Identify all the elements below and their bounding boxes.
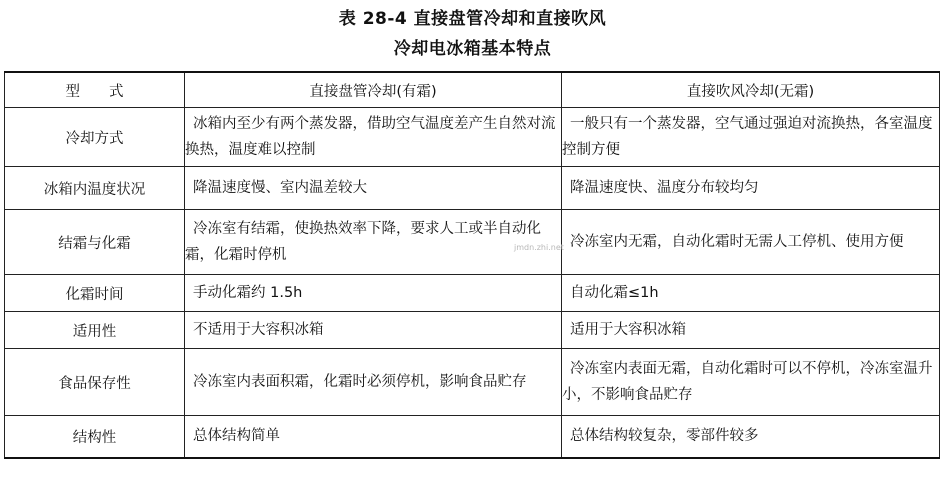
table-header-row (5, 72, 940, 108)
row-type-cooling-method: 冷却方式 (5, 108, 185, 167)
cell-text: 冷冻室有结霜，使换热效率下降，要求人工或半自动化霜，化霜时停机 (185, 221, 541, 263)
row-type-frost: 结霜与化霜 (5, 210, 185, 275)
cell-direct-blow (562, 416, 940, 458)
row-type-temperature: 冰箱内温度状况 (5, 167, 185, 210)
table-row (5, 349, 940, 416)
cell-text: 自动化霜≤1h (570, 285, 659, 301)
cell-text: 不适用于大容积冰箱 (193, 322, 324, 338)
cell-direct-coil (185, 312, 562, 349)
cell-text: 适用于大容积冰箱 (570, 322, 686, 338)
cell-direct-coil (185, 275, 562, 312)
row-type-structure: 结构性 (5, 416, 185, 458)
cell-text: 冰箱内至少有两个蒸发器，借助空气温度差产生自然对流换热，温度难以控制 (185, 116, 556, 158)
cell-direct-coil (185, 210, 562, 275)
cell-text: 手动化霜约 1.5h (193, 285, 303, 301)
cell-direct-coil (185, 349, 562, 416)
cell-text: 冷冻室内无霜，自动化霜时无需人工停机、使用方便 (570, 234, 904, 250)
cell-direct-blow (562, 312, 940, 349)
cell-text: 降温速度快、温度分布较均匀 (570, 180, 759, 196)
header-direct-blow: 直接吹风冷却(无霜) (562, 72, 940, 108)
cell-direct-blow (562, 349, 940, 416)
cell-direct-blow (562, 210, 940, 275)
table-title-line1: 表 28-4 直接盘管冷却和直接吹风 (338, 9, 607, 29)
header-direct-coil: 直接盘管冷却(有霜) (185, 72, 562, 108)
cell-text: 总体结构简单 (193, 428, 280, 445)
cell-direct-blow (562, 108, 940, 167)
cell-direct-blow (562, 167, 940, 210)
cell-text: 一般只有一个蒸发器，空气通过强迫对流换热，各室温度控制方便 (562, 116, 933, 158)
table-row (5, 416, 940, 458)
header-type: 型 式 (5, 72, 185, 108)
table-title-line2: 冷却电冰箱基本特点 (393, 39, 552, 59)
cell-text: 总体结构较复杂，零部件较多 (570, 428, 759, 445)
table-row (5, 167, 940, 210)
row-type-applicability: 适用性 (5, 312, 185, 349)
watermark-text: jmdn.zhi.net (514, 243, 564, 252)
cell-text: 冷冻室内表面无霜，自动化霜时可以不停机，冷冻室温升小，不影响食品贮存 (562, 361, 933, 403)
table-row (5, 108, 940, 167)
cell-direct-coil (185, 108, 562, 167)
table-row (5, 312, 940, 349)
table-row (5, 210, 940, 275)
cell-direct-coil (185, 416, 562, 458)
row-type-defrost-time: 化霜时间 (5, 275, 185, 312)
row-type-food-storage: 食品保存性 (5, 349, 185, 416)
feature-table (4, 71, 940, 459)
table-row (5, 275, 940, 312)
cell-direct-blow (562, 275, 940, 312)
cell-text: 降温速度慢、室内温差较大 (193, 180, 367, 196)
cell-direct-coil (185, 167, 562, 210)
cell-text: 冷冻室内表面积霜，化霜时必须停机，影响食品贮存 (193, 374, 527, 390)
